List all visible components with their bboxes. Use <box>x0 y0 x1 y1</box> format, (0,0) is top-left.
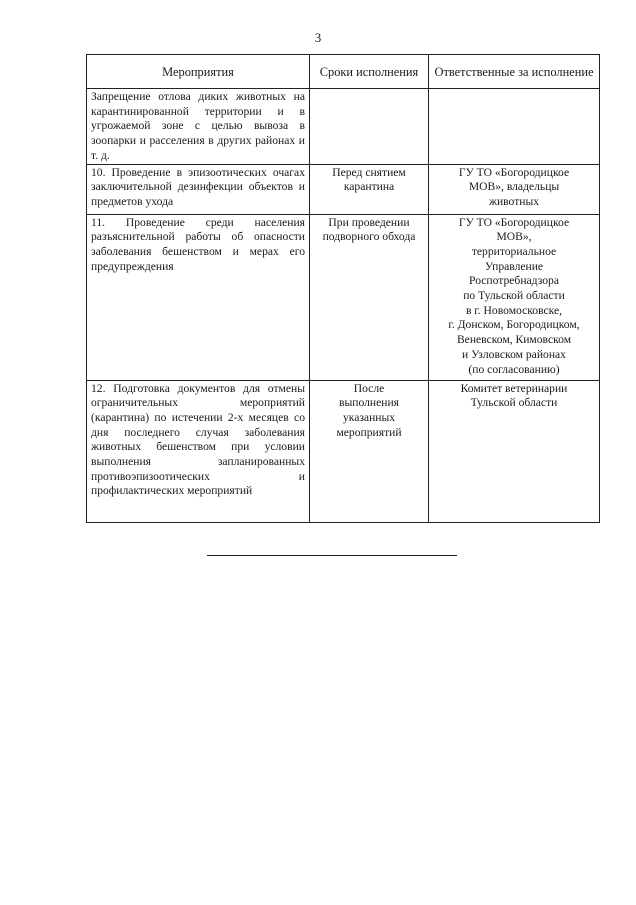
table-header-row <box>87 55 600 89</box>
deadline-cell <box>310 89 429 165</box>
responsible-line: и Узловском районах <box>462 347 566 361</box>
deadline-line: При проведении <box>328 215 410 229</box>
responsible-line: Веневском, Кимовском <box>456 333 572 347</box>
table-body <box>87 89 600 523</box>
responsible-cell <box>429 380 600 522</box>
responsible-line: территориальное <box>471 244 557 258</box>
responsible-line: (по согласованию) <box>468 362 560 376</box>
header-measures: Мероприятия <box>87 55 310 89</box>
page-number: 3 <box>314 30 322 45</box>
responsible-line: МОВ», владельцы <box>468 180 560 194</box>
responsible-cell <box>429 214 600 380</box>
deadline-cell <box>310 214 429 380</box>
table-row <box>87 214 600 380</box>
end-of-document-line <box>207 555 457 556</box>
deadline-cell <box>310 164 429 214</box>
measure-cell: 12. Подготовка документов для отмены ограничительных мероприятий (карантина) по истечении 2-х месяцев со дня последнего случая заболевания животных бешенством при условии выполнения запланированных противоэпизоотических и профилактических мероприятий <box>87 380 310 522</box>
table-row <box>87 164 600 214</box>
measure-cell: 11. Проведение среди населения разъяснительной работы об опасности заболевания бешенством и мерах его предупреждения <box>87 214 310 380</box>
deadline-line: карантина <box>343 180 395 194</box>
deadline-line: мероприятий <box>336 425 402 439</box>
responsible-cell <box>429 89 600 165</box>
deadline-line: После <box>353 381 385 395</box>
responsible-line: Управление <box>484 259 544 273</box>
responsible-line: в г. Новомосковске, <box>465 303 563 317</box>
responsible-cell <box>429 164 600 214</box>
responsible-line: животных <box>488 194 540 208</box>
header-responsible: Ответственные за исполнение <box>429 55 600 89</box>
responsible-line: ГУ ТО «Богородицкое <box>458 215 570 229</box>
header-deadlines: Сроки исполнения <box>310 55 429 89</box>
deadline-cell <box>310 380 429 522</box>
responsible-line: по Тульской области <box>463 289 565 303</box>
table-row <box>87 89 600 165</box>
responsible-line: Тульской области <box>470 396 558 410</box>
measure-cell: Запрещение отлова диких животных на карантинированной территории и в угрожаемой зоне с целью вывоза в зоопарки и расселения в других районах и т. д. <box>87 89 310 165</box>
deadline-line: Перед снятием <box>332 165 406 179</box>
deadline-line: выполнения <box>339 396 399 410</box>
responsible-line: Комитет ветеринарии <box>460 381 568 395</box>
deadline-line: указанных <box>342 410 396 424</box>
responsible-line: Роспотребнадзора <box>469 274 559 288</box>
measures-table <box>86 54 600 523</box>
deadline-line: подворного обхода <box>322 230 416 244</box>
measure-cell: 10. Проведение в эпизоотических очагах заключительной дезинфекции объектов и предметов ухода <box>87 164 310 214</box>
responsible-line: МОВ», <box>496 230 532 244</box>
table-row <box>87 380 600 522</box>
responsible-line: г. Донском, Богородицком, <box>448 318 580 332</box>
responsible-line: ГУ ТО «Богородицкое <box>458 165 570 179</box>
